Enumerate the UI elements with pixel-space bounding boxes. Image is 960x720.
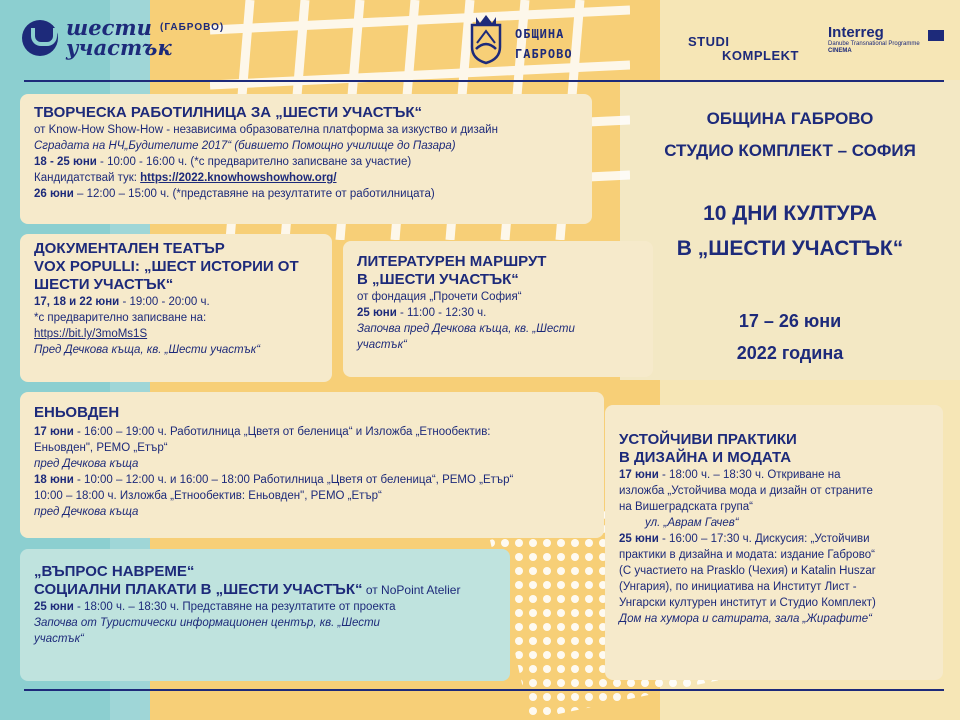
event-title1: 10 ДНИ КУЛТУРА [703,202,877,225]
event-year: 2022 година [736,343,844,363]
question-title: „ВЪПРОС НАВРЕМЕ“ [34,563,195,580]
theater-link[interactable]: https://bit.ly/3moMs1S [34,328,148,340]
theater-title: ДОКУМЕНТАЛЕН ТЕАТЪР [34,240,225,257]
logo-city: (ГАБРОВО) [160,22,225,33]
enyovden-title: ЕНЬОВДЕН [34,404,120,421]
interreg-logo: Interreg Danube Transnational Programme CINEMA [828,24,946,55]
workshop-title: ТВОРЧЕСКА РАБОТИЛНИЦА ЗА „ШЕСТИ УЧАСТЪК“ [34,104,423,121]
footer-divider [24,689,944,691]
gabrovo-crest-icon [466,13,506,65]
sustainable-box: УСТОЙЧИВИ ПРАКТИКИ В ДИЗАЙНА И МОДАТА 17 юни - 18:00 ч. – 18:30 ч. Откриване на изложба „Устойчива мода и дизайн от страните на Вишеградската група“ ул. „Аврам Гачев“ 25 юни - 16:00 – 17:30 ч. Дискусия: „Устойчиви практики в дизайна и модата: издание Габрово“ (С участието на Prasklo (Чехия) и Katalin Huszar (Унгария), по инициатива на Институт Лист - Унгарски културен институт и Студио Комплект) Дом на хумора и сатирата, зала „Жирафите“ [605,405,943,680]
org-line2: СТУДИО КОМПЛЕКТ – СОФИЯ [664,141,916,160]
literary-box: ЛИТЕРАТУРЕН МАРШРУТ В „ШЕСТИ УЧАСТЪК“ от фондация „Прочети София“ 25 юни - 11:00 - 12:30 ч. Започва пред Дечкова къща, кв. „Шести участък“ [343,241,653,377]
header [0,0,960,82]
studio-komplekt-logo: STUDI KOMPLEKT [688,34,799,63]
org-line1: ОБЩИНА ГАБРОВО [706,109,874,128]
sustainable-title: УСТОЙЧИВИ ПРАКТИКИ [619,431,797,448]
workshop-link[interactable]: https://2022.knowhowshowhow.org/ [140,172,337,184]
logo-line2: участък [66,35,172,60]
municipality-name: ОБЩИНА ГАБРОВО [515,27,573,61]
workshop-box: ТВОРЧЕСКА РАБОТИЛНИЦА ЗА „ШЕСТИ УЧАСТЪК“ от Know-How Show-How - независима образователна платформа за изкуство и дизайн Сградата на НЧ„Будителите 2017“ (бившето Помощно училище до Пазара) 18 - 25 юни - 10:00 - 16:00 ч. (*с предварително записване за участие) Кандидатствай тук: https://2022.knowhowshowhow.org/ 26 юни – 12:00 – 15:00 ч. (*представяне на резултатите от работилницата) [20,94,592,224]
event-title2: В „ШЕСТИ УЧАСТЪК“ [676,237,904,260]
literary-title: ЛИТЕРАТУРЕН МАРШРУТ [357,253,547,270]
enyovden-box: ЕНЬОВДЕН 17 юни - 16:00 – 19:00 ч. Работилница „Цветя от беленица“ и Изложба „Етнообектив: Еньовден", РЕМО „Етър“ пред Дечкова къща 18 юни - 10:00 – 12:00 ч. и 16:00 – 18:00 Работилница „Цветя от беленица“, РЕМО „Етър“ 10:00 – 18:00 ч. Изложба „Етнообектив: Еньовден", РЕМО „Етър“ пред Дечкова къща [20,392,604,538]
logo-sesti-uchastak [22,15,172,60]
logo-icon [22,20,58,56]
header-divider [24,80,944,82]
question-box: „ВЪПРОС НАВРЕМЕ“ СОЦИАЛНИ ПЛАКАТИ В „ШЕСТИ УЧАСТЪК“ от NoPoint Atelier 25 юни - 18:00 ч. – 18:30 ч. Представяне на резултатите от проекта Започва от Туристически информационен център, кв. „Шести участък“ [20,549,510,681]
theater-box: ДОКУМЕНТАЛЕН ТЕАТЪР VOX POPULLI: „ШЕСТ ИСТОРИИ ОТ ШЕСТИ УЧАСТЪК“ 17, 18 и 22 юни - 19:00 - 20:00 ч. *с предварително записване на: https://bit.ly/3moMs1S Пред Дечкова къща, кв. „Шести участък“ [20,234,332,382]
event-dates: 17 – 26 юни [738,311,842,331]
logo-line1: шести [66,15,152,40]
eu-flag-icon [928,30,944,41]
